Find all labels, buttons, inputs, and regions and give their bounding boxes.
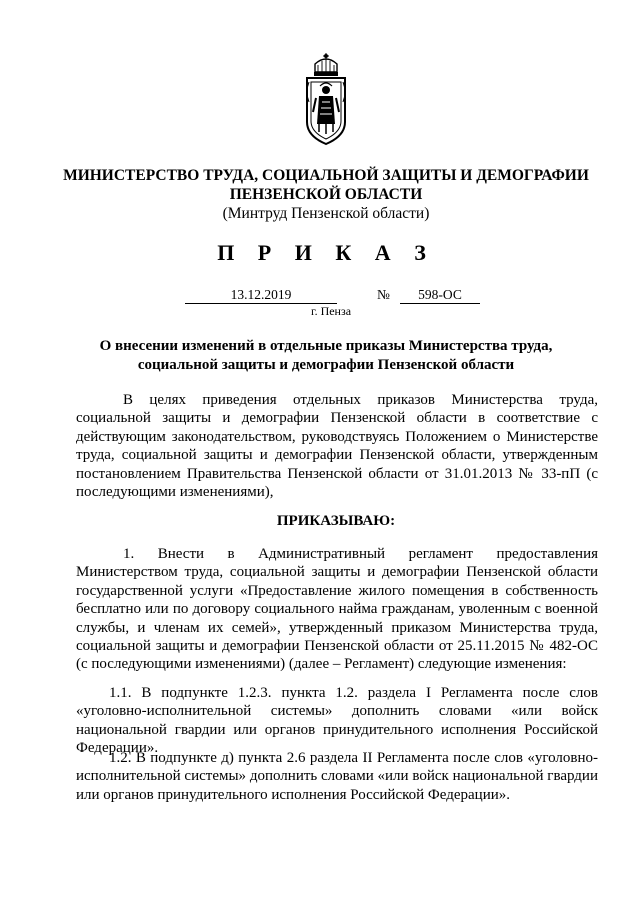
item-1-paragraph: 1. Внести в Административный регламент предоставления Министерством труда, социальной защиты и демографии Пензенской области государственной услуги «Предоставление жилого помещения в собственность бесплатно или по договору социального найма гражданам, уволенным с военной службы, и членам их семей», утвержденный приказом Министерства труда, социальной защиты и демографии Пензенской области от 25.11.2015 № 482-ОС (с последующими изменениями) (далее – Регламент) следующие изменения: bbox=[76, 546, 598, 673]
item-1-1-paragraph: 1.1. В подпункте 1.2.3. пункта 1.2. раздела I Регламента после слов «уголовно-исполнительной системы» дополнить словами «или войск национальной гвардии или органов принудительного исполнения Российской Федерации». bbox=[76, 685, 598, 757]
order-date: 13.12.2019 bbox=[185, 287, 337, 304]
order-heading: ПРИКАЗЫВАЮ: bbox=[276, 513, 396, 529]
ministry-short-name: (Минтруд Пензенской области) bbox=[222, 205, 430, 222]
subject-line1: О внесении изменений в отдельные приказы Министерства труда, bbox=[99, 338, 553, 354]
preamble-block bbox=[76, 391, 598, 501]
item-1-1-block bbox=[76, 684, 598, 758]
item-1-2-paragraph: 1.2. В подпункте д) пункта 2.6 раздела II Регламента после слов «уголовно-исполнительной системы» дополнить словами «или войск национальной гвардии или органов принудительного исполнения Российской Федерации». bbox=[76, 750, 598, 803]
city-label: г. Пенза bbox=[311, 304, 352, 318]
item-1-2-block bbox=[76, 749, 598, 804]
coat-of-arms-icon bbox=[301, 52, 351, 148]
preamble-paragraph: В целях приведения отдельных приказов Министерства труда, социальной защиты и демографии Пензенской области в соответствие с действующим законодательством, руководствуясь Положением о Министерстве труда, социальной защиты и демографии Пензенской области, утвержденным постановлением Правительства Пензенской области от 31.01.2013 № 33-пП (с последующими изменениями), bbox=[76, 392, 598, 501]
order-number: 598-ОС bbox=[400, 287, 480, 304]
ministry-name-line2: ПЕНЗЕНСКОЙ ОБЛАСТИ bbox=[229, 186, 423, 203]
subject-line2: социальной защиты и демографии Пензенской области bbox=[137, 357, 515, 373]
number-sign: № bbox=[377, 287, 390, 302]
document-type-title: П Р И К А З bbox=[217, 240, 435, 265]
item-1-block bbox=[76, 545, 598, 674]
ministry-name-line1: МИНИСТЕРСТВО ТРУДА, СОЦИАЛЬНОЙ ЗАЩИТЫ И ДЕМОГРАФИИ bbox=[63, 167, 589, 184]
